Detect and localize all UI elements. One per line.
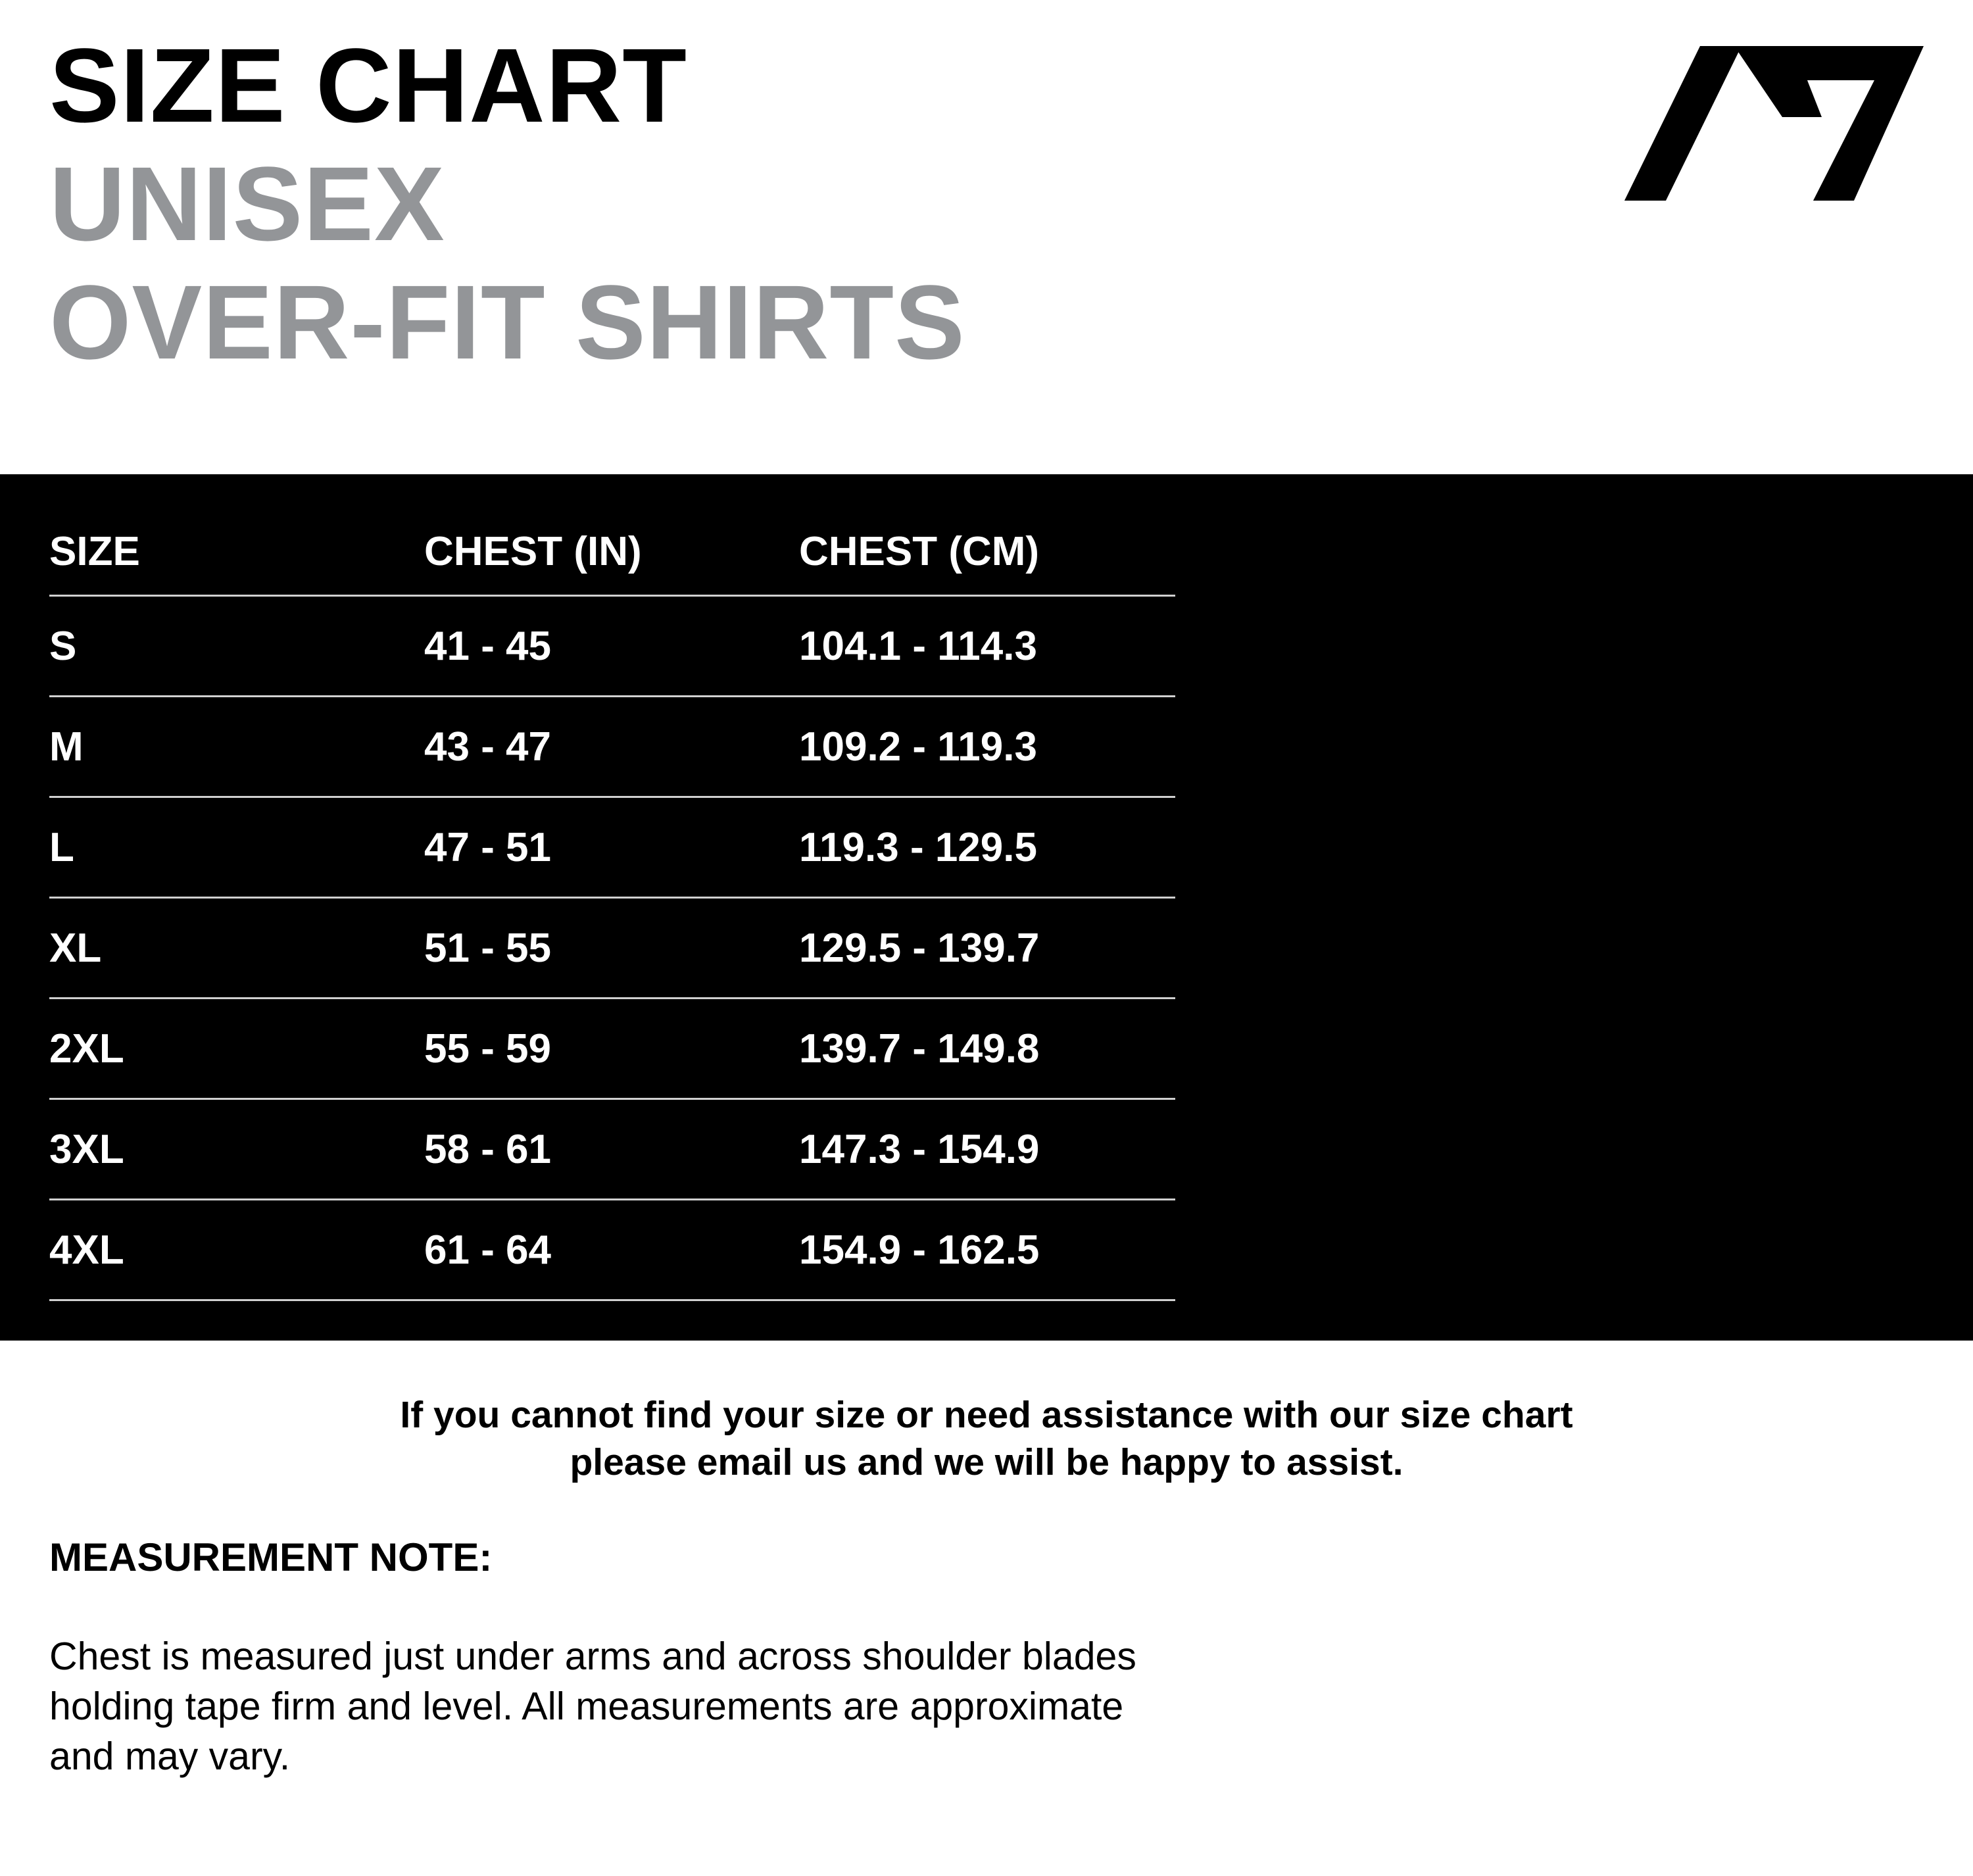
measurement-note-text: [49, 1631, 1299, 1781]
header-chest-in: CHEST (IN): [424, 508, 799, 596]
chest-in-cell: 61 - 64: [424, 1200, 799, 1300]
chest-in-cell: 41 - 45: [424, 596, 799, 697]
chest-cm-cell: 139.7 - 149.8: [799, 999, 1175, 1099]
note-line-2: holding tape firm and level. All measurements are approximate: [49, 1685, 1124, 1728]
chest-in-cell: 55 - 59: [424, 999, 799, 1099]
chest-cm-cell: 104.1 - 114.3: [799, 596, 1175, 697]
size-cell: M: [49, 697, 424, 797]
assistance-line-2: please email us and we will be happy to assist.: [570, 1441, 1403, 1483]
table-row: [49, 697, 1175, 797]
chest-cm-cell: 154.9 - 162.5: [799, 1200, 1175, 1300]
size-cell: 4XL: [49, 1200, 424, 1300]
subtitle-unisex: UNISEX: [49, 145, 445, 262]
note-line-1: Chest is measured just under arms and across shoulder blades: [49, 1635, 1136, 1678]
size-table: [49, 508, 1175, 1301]
chest-in-cell: 51 - 55: [424, 898, 799, 999]
chest-cm-cell: 119.3 - 129.5: [799, 797, 1175, 898]
size-cell: 2XL: [49, 999, 424, 1099]
brand-logo-icon: [1624, 46, 1924, 201]
measurement-note-heading: MEASUREMENT NOTE:: [49, 1535, 493, 1579]
chest-in-cell: 43 - 47: [424, 697, 799, 797]
table-row: [49, 596, 1175, 697]
size-cell: 3XL: [49, 1099, 424, 1200]
chest-in-cell: 58 - 61: [424, 1099, 799, 1200]
chest-in-cell: 47 - 51: [424, 797, 799, 898]
header-chest-cm: CHEST (CM): [799, 508, 1175, 596]
note-line-3: and may vary.: [49, 1735, 291, 1778]
size-cell: L: [49, 797, 424, 898]
table-row: [49, 999, 1175, 1099]
assistance-message: [0, 1391, 1973, 1486]
title-block: [49, 26, 965, 382]
table-row: [49, 1200, 1175, 1300]
subtitle-product: OVER-FIT SHIRTS: [49, 263, 965, 381]
chest-cm-cell: 129.5 - 139.7: [799, 898, 1175, 999]
table-row: [49, 898, 1175, 999]
chest-cm-cell: 147.3 - 154.9: [799, 1099, 1175, 1200]
size-cell: S: [49, 596, 424, 697]
size-cell: XL: [49, 898, 424, 999]
table-row: [49, 797, 1175, 898]
table-row: [49, 1099, 1175, 1200]
table-header-row: [49, 508, 1175, 596]
chest-cm-cell: 109.2 - 119.3: [799, 697, 1175, 797]
page-title: SIZE CHART: [49, 26, 687, 144]
assistance-line-1: If you cannot find your size or need assistance with our size chart: [400, 1394, 1573, 1436]
header-size: SIZE: [49, 508, 424, 596]
